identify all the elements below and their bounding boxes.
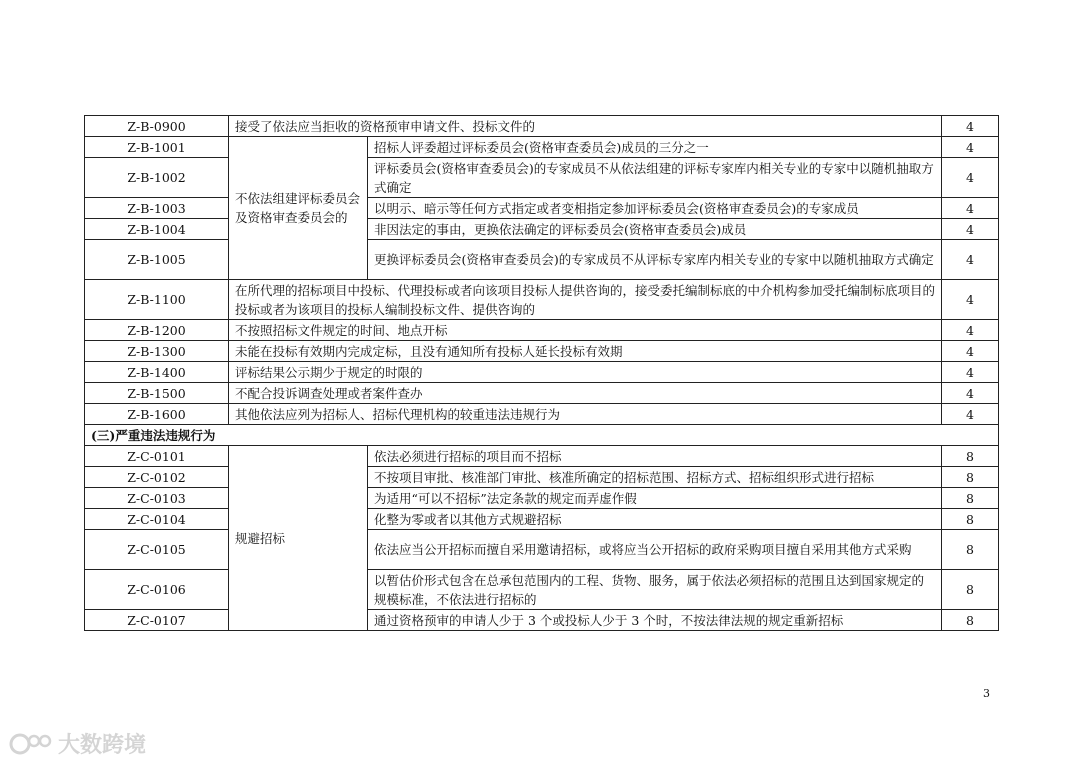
item-score: 4 — [942, 198, 999, 219]
item-score: 8 — [942, 570, 999, 610]
page-number: 3 — [983, 687, 990, 700]
table-row — [85, 509, 999, 530]
item-description: 依法应当公开招标而擅自采用邀请招标，或将应当公开招标的政府采购项目擅自采用其他方式采购 — [368, 530, 942, 570]
item-code: Z-B-1600 — [85, 404, 229, 425]
item-description: 接受了依法应当拒收的资格预审申请文件、投标文件的 — [229, 116, 942, 137]
item-code: Z-C-0105 — [85, 530, 229, 570]
item-description: 未能在投标有效期内完成定标，且没有通知所有投标人延长投标有效期 — [229, 341, 942, 362]
violation-table — [84, 115, 999, 631]
section-heading: (三)严重违法违规行为 — [85, 425, 999, 446]
item-score: 4 — [942, 341, 999, 362]
table-row — [85, 383, 999, 404]
table-row — [85, 570, 999, 610]
item-score: 4 — [942, 280, 999, 320]
item-description: 不配合投诉调查处理或者案件查办 — [229, 383, 942, 404]
watermark-text: 大数跨境 — [58, 733, 147, 758]
table-row — [85, 446, 999, 467]
item-score: 8 — [942, 467, 999, 488]
item-code: Z-B-1300 — [85, 341, 229, 362]
table-row — [85, 280, 999, 320]
item-code: Z-B-1100 — [85, 280, 229, 320]
item-code: Z-C-0103 — [85, 488, 229, 509]
item-code: Z-B-1001 — [85, 137, 229, 158]
item-code: Z-B-1002 — [85, 158, 229, 198]
item-description: 依法必须进行招标的项目而不招标 — [368, 446, 942, 467]
item-code: Z-B-1500 — [85, 383, 229, 404]
table-row — [85, 320, 999, 341]
table-row — [85, 610, 999, 631]
item-score: 8 — [942, 488, 999, 509]
item-score: 8 — [942, 509, 999, 530]
brand-logo-icon — [8, 729, 54, 759]
table-row — [85, 198, 999, 219]
table-row — [85, 341, 999, 362]
table-row — [85, 219, 999, 240]
item-code: Z-B-1400 — [85, 362, 229, 383]
item-score: 8 — [942, 530, 999, 570]
item-description: 为适用“可以不招标”法定条款的规定而弄虚作假 — [368, 488, 942, 509]
item-code: Z-C-0106 — [85, 570, 229, 610]
item-description: 评标结果公示期少于规定的时限的 — [229, 362, 942, 383]
item-score: 4 — [942, 383, 999, 404]
table-row — [85, 488, 999, 509]
item-description: 在所代理的招标项目中投标、代理投标或者向该项目投标人提供咨询的，接受委托编制标底的中介机构参加受托编制标底项目的投标或者为该项目的投标人编制投标文件、提供咨询的 — [229, 280, 942, 320]
watermark — [8, 728, 146, 759]
table-row — [85, 530, 999, 570]
item-score: 4 — [942, 362, 999, 383]
item-code: Z-B-1005 — [85, 240, 229, 280]
item-score: 4 — [942, 240, 999, 280]
category-cell: 规避招标 — [229, 446, 368, 631]
item-score: 4 — [942, 219, 999, 240]
table-row — [85, 404, 999, 425]
item-score: 4 — [942, 158, 999, 198]
table-row — [85, 137, 999, 158]
item-score: 8 — [942, 446, 999, 467]
item-description: 评标委员会(资格审查委员会)的专家成员不从依法组建的评标专家库内相关专业的专家中以随机抽取方式确定 — [368, 158, 942, 198]
item-description: 不按照招标文件规定的时间、地点开标 — [229, 320, 942, 341]
item-code: Z-B-1004 — [85, 219, 229, 240]
item-score: 4 — [942, 320, 999, 341]
item-description: 招标人评委超过评标委员会(资格审查委员会)成员的三分之一 — [368, 137, 942, 158]
item-score: 4 — [942, 116, 999, 137]
item-description: 其他依法应列为招标人、招标代理机构的较重违法违规行为 — [229, 404, 942, 425]
category-cell: 不依法组建评标委员会及资格审查委员会的 — [229, 137, 368, 280]
item-code: Z-C-0104 — [85, 509, 229, 530]
table-row — [85, 158, 999, 198]
item-score: 8 — [942, 610, 999, 631]
item-description: 以明示、暗示等任何方式指定或者变相指定参加评标委员会(资格审查委员会)的专家成员 — [368, 198, 942, 219]
item-code: Z-C-0101 — [85, 446, 229, 467]
item-description: 通过资格预审的申请人少于 3 个或投标人少于 3 个时，不按法律法规的规定重新招标 — [368, 610, 942, 631]
table-row — [85, 240, 999, 280]
item-description: 更换评标委员会(资格审查委员会)的专家成员不从评标专家库内相关专业的专家中以随机抽取方式确定 — [368, 240, 942, 280]
table-row — [85, 362, 999, 383]
item-description: 非因法定的事由，更换依法确定的评标委员会(资格审查委员会)成员 — [368, 219, 942, 240]
section-heading-row — [85, 425, 999, 446]
item-code: Z-C-0102 — [85, 467, 229, 488]
item-code: Z-B-1200 — [85, 320, 229, 341]
item-code: Z-B-0900 — [85, 116, 229, 137]
item-description: 以暂估价形式包含在总承包范围内的工程、货物、服务，属于依法必须招标的范围且达到国家规定的规模标准，不依法进行招标的 — [368, 570, 942, 610]
item-score: 4 — [942, 404, 999, 425]
item-code: Z-B-1003 — [85, 198, 229, 219]
item-description: 不按项目审批、核准部门审批、核准所确定的招标范围、招标方式、招标组织形式进行招标 — [368, 467, 942, 488]
table-row — [85, 467, 999, 488]
item-code: Z-C-0107 — [85, 610, 229, 631]
table-row — [85, 116, 999, 137]
item-description: 化整为零或者以其他方式规避招标 — [368, 509, 942, 530]
item-score: 4 — [942, 137, 999, 158]
